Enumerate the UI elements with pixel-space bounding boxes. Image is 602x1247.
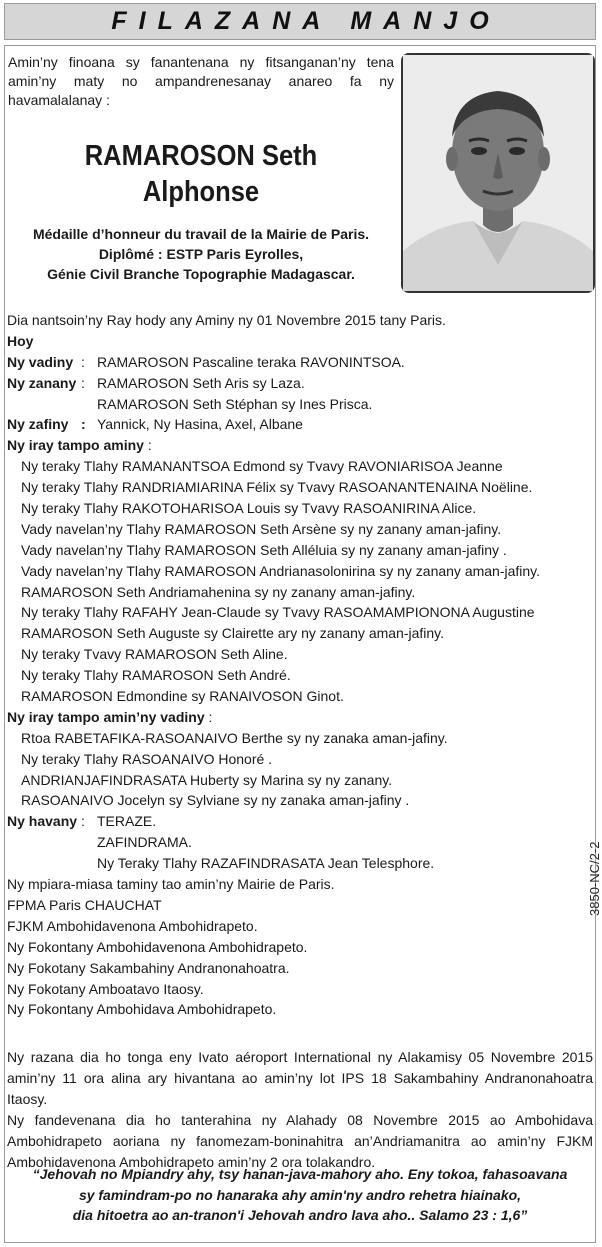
in-law-entry: Ny teraky Tlahy RASOANAIVO Honoré . bbox=[21, 750, 273, 767]
arrival-paragraph: Ny razana dia ho tonga eny Ivato aéroport International ny Alakamisy 05 Novembre 2015 amin’ny 11 ora alina ary hivantana ao amin’ny lot IPS 18 Sakambahiny Andranonahoatra Itaosy. bbox=[7, 1049, 593, 1107]
separator: : bbox=[81, 374, 85, 391]
spouse-row bbox=[7, 352, 593, 373]
grandchildren-label: Ny zafiny bbox=[7, 416, 69, 433]
honour-line: Médaille d’honneur du travail de la Mairie de Paris. bbox=[32, 226, 370, 242]
spouse-label: Ny vadiny bbox=[7, 353, 74, 370]
in-laws-label: Ny iray tampo amin’ny vadiny bbox=[7, 708, 205, 725]
siblings-label: Ny iray tampo aminy bbox=[7, 437, 144, 454]
other-mourner: Ny Fokotany Amboatavo Itaosy. bbox=[7, 980, 204, 997]
family-listing bbox=[7, 310, 593, 1020]
separator: : bbox=[81, 813, 85, 830]
quote-line: dia hitoetra ao an-tranon'i Jehovah andro lava aho.. Salamo 23 : 1,6” bbox=[72, 1207, 528, 1223]
deceased-portrait bbox=[401, 53, 595, 293]
deceased-name-line2: Alphonse bbox=[142, 176, 260, 208]
separator: : bbox=[81, 353, 85, 370]
hoy-label: Hoy bbox=[7, 332, 34, 349]
quote-line: “Jehovah no Mpiandry ahy, tsy hanan-java-mahory aho. Eny tokoa, fahasoavana bbox=[32, 1166, 568, 1182]
sibling-entry: RAMAROSON Edmondine sy RANAIVOSON Ginot. bbox=[21, 688, 344, 705]
sibling-entry: Vady navelan’ny Tlahy RAMAROSON Andrianasolonirina sy ny zanany aman-jafiny. bbox=[21, 562, 541, 579]
sibling-entry: Ny teraky Tlahy RAMAROSON Seth André. bbox=[21, 667, 291, 684]
spouse-name: RAMAROSON Pascaline teraka RAVONINTSOA. bbox=[97, 353, 405, 370]
siblings-heading bbox=[7, 435, 593, 456]
burial-paragraph: Ny fandevenana dia ho tanterahina ny Alahady 08 Novembre 2015 ao Ambohidava Ambohidrapeto aoriana ny fanomezam-boninahitra an’Andriamanitra ao amin’ny FJKM Ambohidavenona Ambohidrapeto amin’ny 2 ora tolakandro. bbox=[7, 1112, 593, 1170]
other-mourner: Ny Fokontany Ambohidavenona Ambohidrapeto. bbox=[7, 938, 308, 955]
other-mourner: Ny mpiara-miasa taminy tao amin’ny Mairie de Paris. bbox=[7, 876, 335, 893]
sibling-entry: RAMAROSON Seth Auguste sy Clairette ary ny zanany aman-jafiny. bbox=[21, 625, 445, 642]
intro-text: Amin’ny finoana sy fanantenana ny fitsanganan’ny tena amin’ny maty no ampandrenesanay anareo fa ny havamalalanay : bbox=[8, 54, 394, 108]
child-name: RAMAROSON Seth Stéphan sy Ines Prisca. bbox=[97, 395, 373, 412]
sibling-entry: Ny teraky Tlahy RANDRIAMIARINA Félix sy Tvavy RASOANANTENAINA Noëline. bbox=[21, 479, 533, 496]
relative-name: TERAZE. bbox=[97, 813, 157, 830]
relatives-label: Ny havany bbox=[7, 813, 78, 830]
children-row bbox=[7, 373, 593, 394]
scripture-quote bbox=[7, 1164, 593, 1226]
deceased-name bbox=[31, 138, 371, 210]
other-mourner: Ny Fokotany Sakambahiny Andranonahoatra. bbox=[7, 959, 290, 976]
separator: : bbox=[81, 416, 86, 433]
death-announcement: Dia nantsoin’ny Ray hody any Aminy ny 01 Novembre 2015 tany Paris. bbox=[7, 312, 446, 328]
sibling-entry: Ny teraky Tlahy RAMANANTSOA Edmond sy Tvavy RAVONIARISOA Jeanne bbox=[21, 458, 503, 475]
header-banner bbox=[4, 3, 596, 40]
grandchildren-names: Yannick, Ny Hasina, Axel, Albane bbox=[97, 416, 303, 433]
sibling-entry: Ny teraky Tlahy RAFAHY Jean-Claude sy Tvavy RASOAMAMPIONONA Augustine bbox=[21, 604, 535, 621]
in-law-entry: Rtoa RABETAFIKA-RASOANAIVO Berthe sy ny zanaka aman-jafiny. bbox=[21, 729, 448, 746]
deceased-name-line1: RAMAROSON Seth bbox=[84, 140, 318, 172]
sibling-entry: RAMAROSON Seth Andriamahenina sy ny zanany aman-jafiny. bbox=[21, 583, 416, 600]
in-law-entry: ANDRIANJAFINDRASATA Huberty sy Marina sy ny zanany. bbox=[21, 771, 393, 788]
quote-line: sy famindram-po no hanaraka ahy amin'ny andro rehetra hiainako, bbox=[78, 1186, 522, 1203]
sibling-entry: Ny teraky Tlahy RAKOTOHARISOA Louis sy Tvavy RASOANIRINA Alice. bbox=[21, 500, 477, 517]
sibling-entry: Vady navelan’ny Tlahy RAMAROSON Seth Alléluia sy ny zanany aman-jafiny . bbox=[21, 541, 507, 558]
header-title: FILAZANA MANJO bbox=[111, 7, 501, 35]
separator: : bbox=[147, 437, 152, 454]
sibling-entry: Ny teraky Tvavy RAMAROSON Seth Aline. bbox=[21, 646, 288, 663]
portrait-image bbox=[403, 55, 593, 291]
grandchildren-row bbox=[7, 414, 593, 435]
in-laws-heading bbox=[7, 707, 593, 728]
honour-line: Génie Civil Branche Topographie Madagascar. bbox=[47, 266, 355, 282]
relative-name: ZAFINDRAMA. bbox=[97, 834, 192, 851]
reference-code: 3850-NC/2-2 bbox=[587, 841, 602, 916]
separator: : bbox=[208, 708, 213, 725]
relative-name: Ny Teraky Tlahy RAZAFINDRASATA Jean Telesphore. bbox=[97, 855, 435, 872]
other-mourner: Ny Fokontany Ambohidava Ambohidrapeto. bbox=[7, 1001, 277, 1018]
other-mourner: FPMA Paris CHAUCHAT bbox=[7, 896, 162, 913]
deceased-honours bbox=[8, 224, 394, 284]
honour-line: Diplômé : ESTP Paris Eyrolles, bbox=[98, 246, 304, 262]
child-name: RAMAROSON Seth Aris sy Laza. bbox=[97, 374, 305, 391]
other-mourner: FJKM Ambohidavenona Ambohidrapeto. bbox=[7, 917, 258, 934]
sibling-entry: Vady navelan’ny Tlahy RAMAROSON Seth Arsène sy ny zanany aman-jafiny. bbox=[21, 520, 502, 537]
relatives-row bbox=[7, 811, 593, 832]
in-law-entry: RASOANAIVO Jocelyn sy Sylviane sy ny zanaka aman-jafiny . bbox=[21, 792, 410, 809]
children-label: Ny zanany bbox=[7, 374, 77, 391]
